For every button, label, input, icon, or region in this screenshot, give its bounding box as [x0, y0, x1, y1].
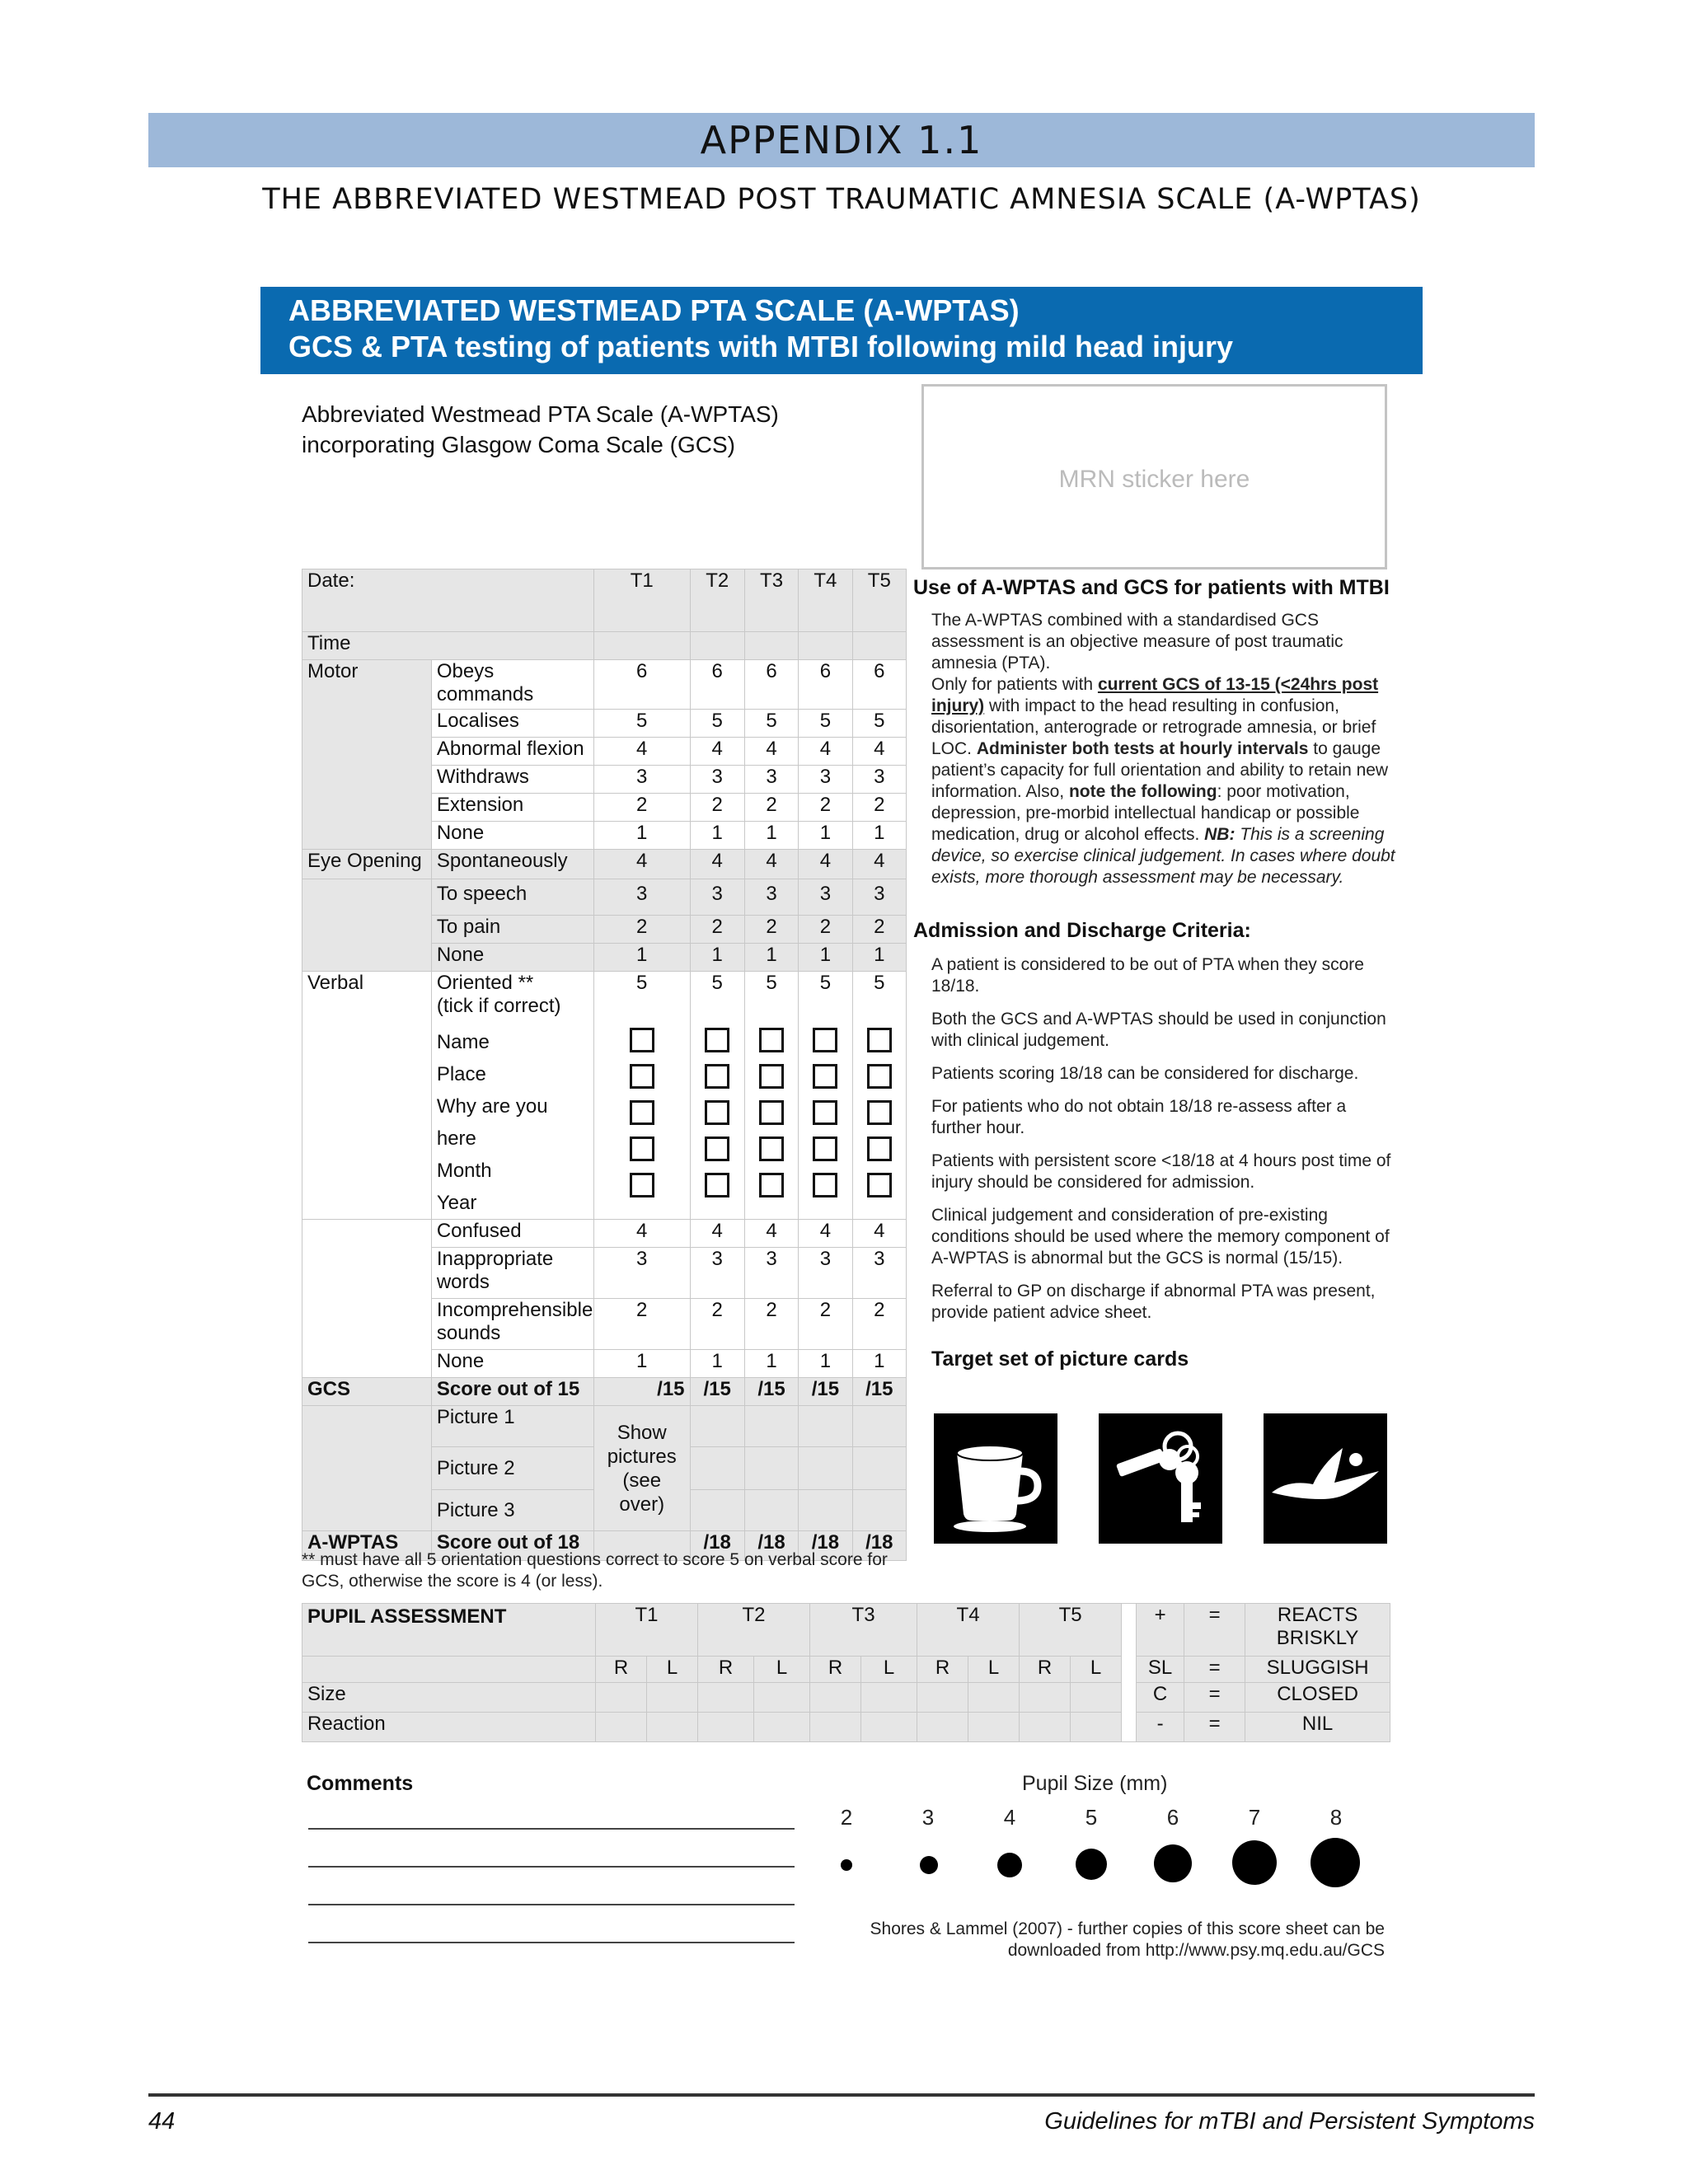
- appendix-bar: [148, 113, 1535, 167]
- verbal-confused: Confused: [431, 1220, 593, 1248]
- checkbox[interactable]: [630, 1173, 654, 1197]
- time-header-t2: T2: [690, 569, 744, 632]
- comment-line[interactable]: [308, 1942, 795, 1943]
- verbal-label: Verbal: [302, 972, 432, 1220]
- score-3[interactable]: 3: [690, 766, 744, 794]
- pupil-reaction-label: Reaction: [302, 1713, 596, 1742]
- verbal-inappropriate-words: Inappropriate words: [431, 1248, 593, 1299]
- criteria-item: Patients with persistent score <18/18 at 4 hours post time of injury should be considered for admission.: [931, 1151, 1391, 1192]
- criteria-item: For patients who do not obtain 18/18 re-assess after a further hour.: [931, 1097, 1347, 1137]
- score-1[interactable]: 1: [744, 822, 798, 850]
- legend-description: SLUGGISH: [1245, 1657, 1390, 1683]
- use-p2-text: : poor motivation, depression, pre-morbid intellectual handicap or possible medication, drug or alcohol effects.: [931, 782, 1360, 844]
- credit-note: [824, 1919, 1385, 1961]
- checkbox[interactable]: [630, 1137, 654, 1161]
- pupil-left: L: [647, 1657, 698, 1683]
- use-p2-nb: NB:: [1204, 825, 1236, 844]
- criteria-item: A patient is considered to be out of PTA when they score 18/18.: [931, 955, 1364, 996]
- score-5[interactable]: 5: [819, 972, 832, 994]
- eye-opening-label: Eye Opening: [302, 850, 432, 879]
- pictures-group: [302, 1406, 432, 1531]
- score-1[interactable]: 1: [852, 822, 906, 850]
- checkbox[interactable]: [867, 1173, 892, 1197]
- verbal-oriented: Oriented **: [436, 972, 534, 994]
- cup-icon: [934, 1413, 1057, 1544]
- score-5[interactable]: 5: [852, 710, 906, 738]
- use-p2-text: with impact to the head resulting in confusion, disorientation, anterograde or retrograde amnesia, or brief LOC.: [931, 696, 1376, 758]
- awptas-score-label: Score out of 18: [431, 1531, 593, 1561]
- orientation-why: Why are you here: [436, 1095, 548, 1150]
- use-heading: Use of A-WPTAS and GCS for patients with MTBI: [913, 576, 1390, 599]
- use-paragraph-2: [931, 674, 1400, 888]
- picture-cell[interactable]: [852, 1490, 906, 1531]
- pupil-right: R: [1020, 1657, 1071, 1683]
- verbal-tick-note: (tick if correct): [436, 995, 561, 1017]
- pupil-cell[interactable]: [647, 1683, 698, 1713]
- score-5[interactable]: 5: [593, 710, 690, 738]
- gcs-label: GCS: [302, 1378, 432, 1406]
- picture-cell[interactable]: [852, 1406, 906, 1447]
- time-cell[interactable]: [852, 632, 906, 660]
- pupil-size-number: 3: [921, 1805, 935, 1830]
- awptas-score-t5[interactable]: /18: [852, 1531, 906, 1561]
- checkbox[interactable]: [705, 1064, 729, 1089]
- eye-to-speech: To speech: [431, 879, 593, 916]
- pupil-dot-7mm: [1232, 1840, 1277, 1885]
- score-4[interactable]: 4: [690, 850, 744, 879]
- score-3[interactable]: 3: [744, 766, 798, 794]
- pupil-cell[interactable]: [917, 1683, 968, 1713]
- score-2[interactable]: 2: [744, 1299, 798, 1350]
- eye-spontaneously: Spontaneously: [431, 850, 593, 879]
- oriented-column: [744, 972, 798, 1220]
- score-2[interactable]: 2: [799, 1299, 852, 1350]
- motor-extension: Extension: [431, 794, 593, 822]
- orientation-place: Place: [436, 1063, 486, 1085]
- score-1[interactable]: 1: [593, 1350, 690, 1378]
- score-2[interactable]: 2: [690, 916, 744, 944]
- keys-icon: [1099, 1413, 1222, 1544]
- motor-localises: Localises: [431, 710, 593, 738]
- score-1[interactable]: 1: [690, 822, 744, 850]
- show-pictures-note: Show pictures (see over): [593, 1406, 690, 1531]
- picture-cell[interactable]: [690, 1490, 744, 1531]
- pupil-spacer: [1122, 1604, 1137, 1742]
- motor-label: Motor: [302, 660, 432, 850]
- pupil-cell[interactable]: [1071, 1713, 1122, 1742]
- pupil-cell[interactable]: [917, 1713, 968, 1742]
- score-1[interactable]: 1: [690, 1350, 744, 1378]
- score-2[interactable]: 2: [593, 916, 690, 944]
- orientation-month: Month: [436, 1160, 492, 1182]
- score-3[interactable]: 3: [852, 879, 906, 916]
- legend-description: CLOSED: [1245, 1683, 1390, 1713]
- form-banner: [260, 287, 1423, 374]
- score-3[interactable]: 3: [690, 879, 744, 916]
- verbal-oriented-cell: [431, 972, 593, 1220]
- use-p2-underlined: current GCS of 13-15 (<24hrs post injury): [931, 675, 1379, 715]
- legend-symbol: +: [1137, 1604, 1184, 1657]
- score-2[interactable]: 2: [744, 916, 798, 944]
- picture-2-label: Picture 2: [431, 1447, 593, 1490]
- pupil-cell[interactable]: [810, 1683, 861, 1713]
- score-3[interactable]: 3: [744, 1248, 798, 1299]
- pupil-left: L: [861, 1657, 917, 1683]
- checkbox[interactable]: [759, 1064, 784, 1089]
- score-4[interactable]: 4: [744, 738, 798, 766]
- footer-rule: [148, 2093, 1535, 2097]
- score-4[interactable]: 4: [744, 1220, 798, 1248]
- use-p2-bold: Administer both tests at hourly intervals: [976, 739, 1309, 758]
- eye-to-pain: To pain: [431, 916, 593, 944]
- pupil-cell[interactable]: [1071, 1683, 1122, 1713]
- time-cell[interactable]: [690, 632, 744, 660]
- pupil-time-t2: T2: [698, 1604, 810, 1657]
- score-3[interactable]: 3: [852, 766, 906, 794]
- checkbox[interactable]: [759, 1028, 784, 1052]
- legend-symbol: C: [1137, 1683, 1184, 1713]
- score-4[interactable]: 4: [690, 738, 744, 766]
- checkbox[interactable]: [705, 1100, 729, 1125]
- credit-line-2: downloaded from http://www.psy.mq.edu.au/GCS: [1007, 1941, 1385, 1960]
- oriented-column: [852, 972, 906, 1220]
- picture-cell[interactable]: [690, 1447, 744, 1490]
- motor-obeys: Obeys commands: [431, 660, 593, 710]
- score-3[interactable]: 3: [799, 766, 852, 794]
- eye-none: None: [431, 944, 593, 972]
- eye-opening-group: [302, 879, 432, 972]
- score-2[interactable]: 2: [852, 916, 906, 944]
- appendix-title: APPENDIX 1.1: [700, 118, 983, 162]
- legend-description: NIL: [1245, 1713, 1390, 1742]
- score-2[interactable]: 2: [593, 794, 690, 822]
- keys-card: [1099, 1413, 1222, 1544]
- score-3[interactable]: 3: [852, 1248, 906, 1299]
- checkbox[interactable]: [630, 1028, 654, 1052]
- pupil-dot-8mm: [1311, 1838, 1360, 1887]
- pupil-time-t1: T1: [596, 1604, 698, 1657]
- score-4[interactable]: 4: [799, 850, 852, 879]
- orientation-year: Year: [436, 1192, 477, 1214]
- score-2[interactable]: 2: [690, 794, 744, 822]
- score-1[interactable]: 1: [852, 944, 906, 972]
- picture-cards: [934, 1413, 1387, 1544]
- legend-symbol: -: [1137, 1713, 1184, 1742]
- gcs-awptas-table: [302, 569, 907, 1561]
- use-p2-text: Only for patients with: [931, 675, 1094, 694]
- comments-label: Comments: [307, 1772, 414, 1795]
- pupil-size-title: Pupil Size (mm): [1022, 1772, 1168, 1795]
- motor-withdraws: Withdraws: [431, 766, 593, 794]
- pupil-cell[interactable]: [596, 1713, 647, 1742]
- running-title: Guidelines for mTBI and Persistent Symptoms: [1044, 2108, 1535, 2135]
- oriented-column: [799, 972, 852, 1220]
- checkbox[interactable]: [759, 1100, 784, 1125]
- score-4[interactable]: 4: [593, 738, 690, 766]
- pupil-cell[interactable]: [861, 1713, 917, 1742]
- pupil-size-label: Size: [302, 1683, 596, 1713]
- checkbox[interactable]: [705, 1028, 729, 1052]
- pupil-cell[interactable]: [698, 1713, 754, 1742]
- pupil-cell[interactable]: [698, 1683, 754, 1713]
- score-4[interactable]: 4: [852, 738, 906, 766]
- pupil-assessment-table: [302, 1603, 1390, 1742]
- score-6[interactable]: 6: [799, 660, 852, 710]
- legend-symbol: SL: [1137, 1657, 1184, 1683]
- score-2[interactable]: 2: [799, 794, 852, 822]
- legend-equals: =: [1184, 1604, 1245, 1657]
- score-2[interactable]: 2: [690, 1299, 744, 1350]
- score-4[interactable]: 4: [852, 850, 906, 879]
- verbal-incomprehensible-sounds: Incomprehensible sounds: [431, 1299, 593, 1350]
- footnote: ** must have all 5 orientation questions correct to score 5 on verbal score for GCS, otherwise the score is 4 (or less).: [302, 1550, 888, 1591]
- pupil-time-t5: T5: [1020, 1604, 1122, 1657]
- checkbox[interactable]: [867, 1100, 892, 1125]
- comment-line[interactable]: [308, 1828, 795, 1830]
- use-p2-text: to gauge patient’s capacity for full orientation and ability to retain new information. Also,: [931, 739, 1389, 801]
- checkbox[interactable]: [759, 1173, 784, 1197]
- bird-card: [1264, 1413, 1387, 1544]
- checkbox[interactable]: [813, 1100, 837, 1125]
- pupil-size-number: 8: [1329, 1805, 1343, 1830]
- verbal-group: [302, 1220, 432, 1378]
- gcs-score-t1[interactable]: /15: [593, 1378, 690, 1406]
- bird-icon: [1264, 1413, 1387, 1544]
- pupil-size-number: 4: [1003, 1805, 1016, 1830]
- score-4[interactable]: 4: [799, 738, 852, 766]
- time-header-t1: T1: [593, 569, 690, 632]
- score-5[interactable]: 5: [636, 972, 648, 994]
- pupil-eye-header: [302, 1657, 596, 1683]
- score-2[interactable]: 2: [852, 1299, 906, 1350]
- score-3[interactable]: 3: [744, 879, 798, 916]
- score-3[interactable]: 3: [593, 879, 690, 916]
- score-1[interactable]: 1: [690, 944, 744, 972]
- score-6[interactable]: 6: [852, 660, 906, 710]
- credit-line-1: Shores & Lammel (2007) - further copies of this score sheet can be: [870, 1919, 1385, 1938]
- picture-cell[interactable]: [744, 1406, 798, 1447]
- picture-cell[interactable]: [744, 1490, 798, 1531]
- score-5[interactable]: 5: [690, 710, 744, 738]
- score-4[interactable]: 4: [744, 850, 798, 879]
- form-title: [302, 399, 779, 460]
- orientation-name: Name: [436, 1031, 490, 1053]
- legend-description: REACTS BRISKLY: [1245, 1604, 1390, 1657]
- banner-subtitle: GCS & PTA testing of patients with MTBI following mild head injury: [288, 330, 1233, 363]
- score-5[interactable]: 5: [874, 972, 885, 994]
- score-5[interactable]: 5: [799, 710, 852, 738]
- legend-equals: =: [1184, 1713, 1245, 1742]
- checkbox[interactable]: [759, 1137, 784, 1161]
- picture-1-label: Picture 1: [431, 1406, 593, 1447]
- checkbox[interactable]: [867, 1028, 892, 1052]
- awptas-label: A-WPTAS: [302, 1531, 432, 1561]
- gcs-score-t2[interactable]: /15: [690, 1378, 744, 1406]
- time-label: Time: [302, 632, 594, 660]
- awptas-score-t4[interactable]: /18: [799, 1531, 852, 1561]
- score-4[interactable]: 4: [690, 1220, 744, 1248]
- criteria-item: Referral to GP on discharge if abnormal PTA was present, provide patient advice sheet.: [931, 1282, 1376, 1322]
- score-3[interactable]: 3: [799, 1248, 852, 1299]
- time-header-t4: T4: [799, 569, 852, 632]
- gcs-score-t4[interactable]: /15: [799, 1378, 852, 1406]
- checkbox[interactable]: [813, 1137, 837, 1161]
- score-5[interactable]: 5: [744, 710, 798, 738]
- checkbox[interactable]: [813, 1173, 837, 1197]
- pupil-dot-2mm: [841, 1859, 852, 1871]
- pupil-dot-4mm: [997, 1853, 1022, 1877]
- pupil-size-number: 5: [1085, 1805, 1098, 1830]
- gcs-score-label: Score out of 15: [431, 1378, 593, 1406]
- score-1[interactable]: 1: [744, 944, 798, 972]
- pupil-time-t3: T3: [810, 1604, 917, 1657]
- score-5[interactable]: 5: [766, 972, 777, 994]
- score-2[interactable]: 2: [744, 794, 798, 822]
- score-6[interactable]: 6: [690, 660, 744, 710]
- score-1[interactable]: 1: [799, 822, 852, 850]
- pupil-cell[interactable]: [861, 1683, 917, 1713]
- oriented-column: [690, 972, 744, 1220]
- pupil-cell[interactable]: [754, 1713, 810, 1742]
- picture-cell[interactable]: [852, 1447, 906, 1490]
- criteria-item: Clinical judgement and consideration of pre-existing conditions should be used where the memory component of A-WPTAS is abnormal but the GCS is normal (15/15).: [931, 1206, 1390, 1268]
- pupil-size-number: 7: [1248, 1805, 1261, 1830]
- pupil-cell[interactable]: [754, 1683, 810, 1713]
- checkbox[interactable]: [867, 1064, 892, 1089]
- oriented-column: [593, 972, 690, 1220]
- score-1[interactable]: 1: [593, 822, 690, 850]
- score-3[interactable]: 3: [690, 1248, 744, 1299]
- pupil-dot-5mm: [1076, 1849, 1107, 1880]
- picture-3-label: Picture 3: [431, 1490, 593, 1531]
- pupil-size-number: 6: [1166, 1805, 1179, 1830]
- document-subtitle: THE ABBREVIATED WESTMEAD POST TRAUMATIC AMNESIA SCALE (A-WPTAS): [262, 183, 1421, 216]
- comment-line[interactable]: [308, 1904, 795, 1905]
- pupil-right: R: [698, 1657, 754, 1683]
- pupil-time-t4: T4: [917, 1604, 1020, 1657]
- score-1[interactable]: 1: [593, 944, 690, 972]
- pupil-right: R: [810, 1657, 861, 1683]
- score-1[interactable]: 1: [799, 1350, 852, 1378]
- pupil-left: L: [968, 1657, 1020, 1683]
- checkbox[interactable]: [867, 1137, 892, 1161]
- pupil-cell[interactable]: [596, 1683, 647, 1713]
- checkbox[interactable]: [705, 1173, 729, 1197]
- picture-cell[interactable]: [799, 1447, 852, 1490]
- score-1[interactable]: 1: [852, 1350, 906, 1378]
- pupil-dot-6mm: [1154, 1844, 1192, 1882]
- pupil-dot-3mm: [920, 1856, 938, 1874]
- form-title-line2: incorporating Glasgow Coma Scale (GCS): [302, 432, 735, 457]
- legend-equals: =: [1184, 1657, 1245, 1683]
- motor-abnormal-flexion: Abnormal flexion: [431, 738, 593, 766]
- score-4[interactable]: 4: [852, 1220, 906, 1248]
- gcs-score-t5[interactable]: /15: [852, 1378, 906, 1406]
- time-cell[interactable]: [799, 632, 852, 660]
- score-2[interactable]: 2: [852, 794, 906, 822]
- score-1[interactable]: 1: [799, 944, 852, 972]
- pupil-cell[interactable]: [647, 1713, 698, 1742]
- time-cell[interactable]: [593, 632, 690, 660]
- picture-cell[interactable]: [799, 1406, 852, 1447]
- criteria-heading: Admission and Discharge Criteria:: [913, 919, 1251, 942]
- page-number: 44: [148, 2108, 176, 2135]
- date-label: Date:: [302, 569, 594, 632]
- score-4[interactable]: 4: [799, 1220, 852, 1248]
- pupil-left: L: [1071, 1657, 1122, 1683]
- banner-title: ABBREVIATED WESTMEAD PTA SCALE (A-WPTAS): [288, 293, 1020, 327]
- use-p2-italic: This is a screening device, so exercise clinical judgement. In cases where doubt exists, more thorough assessment may be necessary.: [931, 825, 1395, 887]
- score-2[interactable]: 2: [593, 1299, 690, 1350]
- comment-line[interactable]: [308, 1866, 795, 1868]
- pupil-cell[interactable]: [810, 1713, 861, 1742]
- pupil-cell[interactable]: [1020, 1683, 1071, 1713]
- criteria-item: Both the GCS and A-WPTAS should be used in conjunction with clinical judgement.: [931, 1010, 1386, 1050]
- form-title-line1: Abbreviated Westmead PTA Scale (A-WPTAS): [302, 401, 779, 427]
- pupil-assessment-title: PUPIL ASSESSMENT: [302, 1604, 596, 1657]
- pupil-left: L: [754, 1657, 810, 1683]
- picture-cell[interactable]: [690, 1406, 744, 1447]
- awptas-score-t3[interactable]: /18: [744, 1531, 798, 1561]
- score-4[interactable]: 4: [593, 850, 690, 879]
- instructions-panel: [913, 577, 1400, 1370]
- use-p2-bold: note the following: [1068, 782, 1217, 801]
- awptas-score-t2[interactable]: /18: [690, 1531, 744, 1561]
- pupil-right: R: [596, 1657, 647, 1683]
- mrn-sticker-box[interactable]: MRN sticker here: [921, 384, 1387, 569]
- score-3[interactable]: 3: [593, 766, 690, 794]
- checkbox[interactable]: [630, 1100, 654, 1125]
- score-3[interactable]: 3: [593, 1248, 690, 1299]
- use-paragraph-1: The A-WPTAS combined with a standardised GCS assessment is an objective measure of post traumatic amnesia (PTA).: [931, 611, 1343, 673]
- time-cell[interactable]: [744, 632, 798, 660]
- score-2[interactable]: 2: [799, 916, 852, 944]
- score-6[interactable]: 6: [593, 660, 690, 710]
- checkbox[interactable]: [705, 1137, 729, 1161]
- checkbox[interactable]: [630, 1064, 654, 1089]
- checkbox[interactable]: [813, 1064, 837, 1089]
- score-3[interactable]: 3: [799, 879, 852, 916]
- pupil-cell[interactable]: [968, 1713, 1020, 1742]
- time-header-t3: T3: [744, 569, 798, 632]
- gcs-score-t3[interactable]: /15: [744, 1378, 798, 1406]
- score-5[interactable]: 5: [711, 972, 723, 994]
- time-header-t5: T5: [852, 569, 906, 632]
- checkbox[interactable]: [813, 1028, 837, 1052]
- picture-cell[interactable]: [744, 1447, 798, 1490]
- pupil-size-number: 2: [840, 1805, 853, 1830]
- score-6[interactable]: 6: [744, 660, 798, 710]
- pupil-cell[interactable]: [968, 1683, 1020, 1713]
- score-4[interactable]: 4: [593, 1220, 690, 1248]
- criteria-item: Patients scoring 18/18 can be considered for discharge.: [931, 1064, 1359, 1083]
- cup-card: [934, 1413, 1057, 1544]
- score-1[interactable]: 1: [744, 1350, 798, 1378]
- verbal-none: None: [431, 1350, 593, 1378]
- pupil-right: R: [917, 1657, 968, 1683]
- motor-none: None: [431, 822, 593, 850]
- pupil-cell[interactable]: [1020, 1713, 1071, 1742]
- legend-equals: =: [1184, 1683, 1245, 1713]
- picture-cell[interactable]: [799, 1490, 852, 1531]
- cards-heading: Target set of picture cards: [931, 1347, 1189, 1371]
